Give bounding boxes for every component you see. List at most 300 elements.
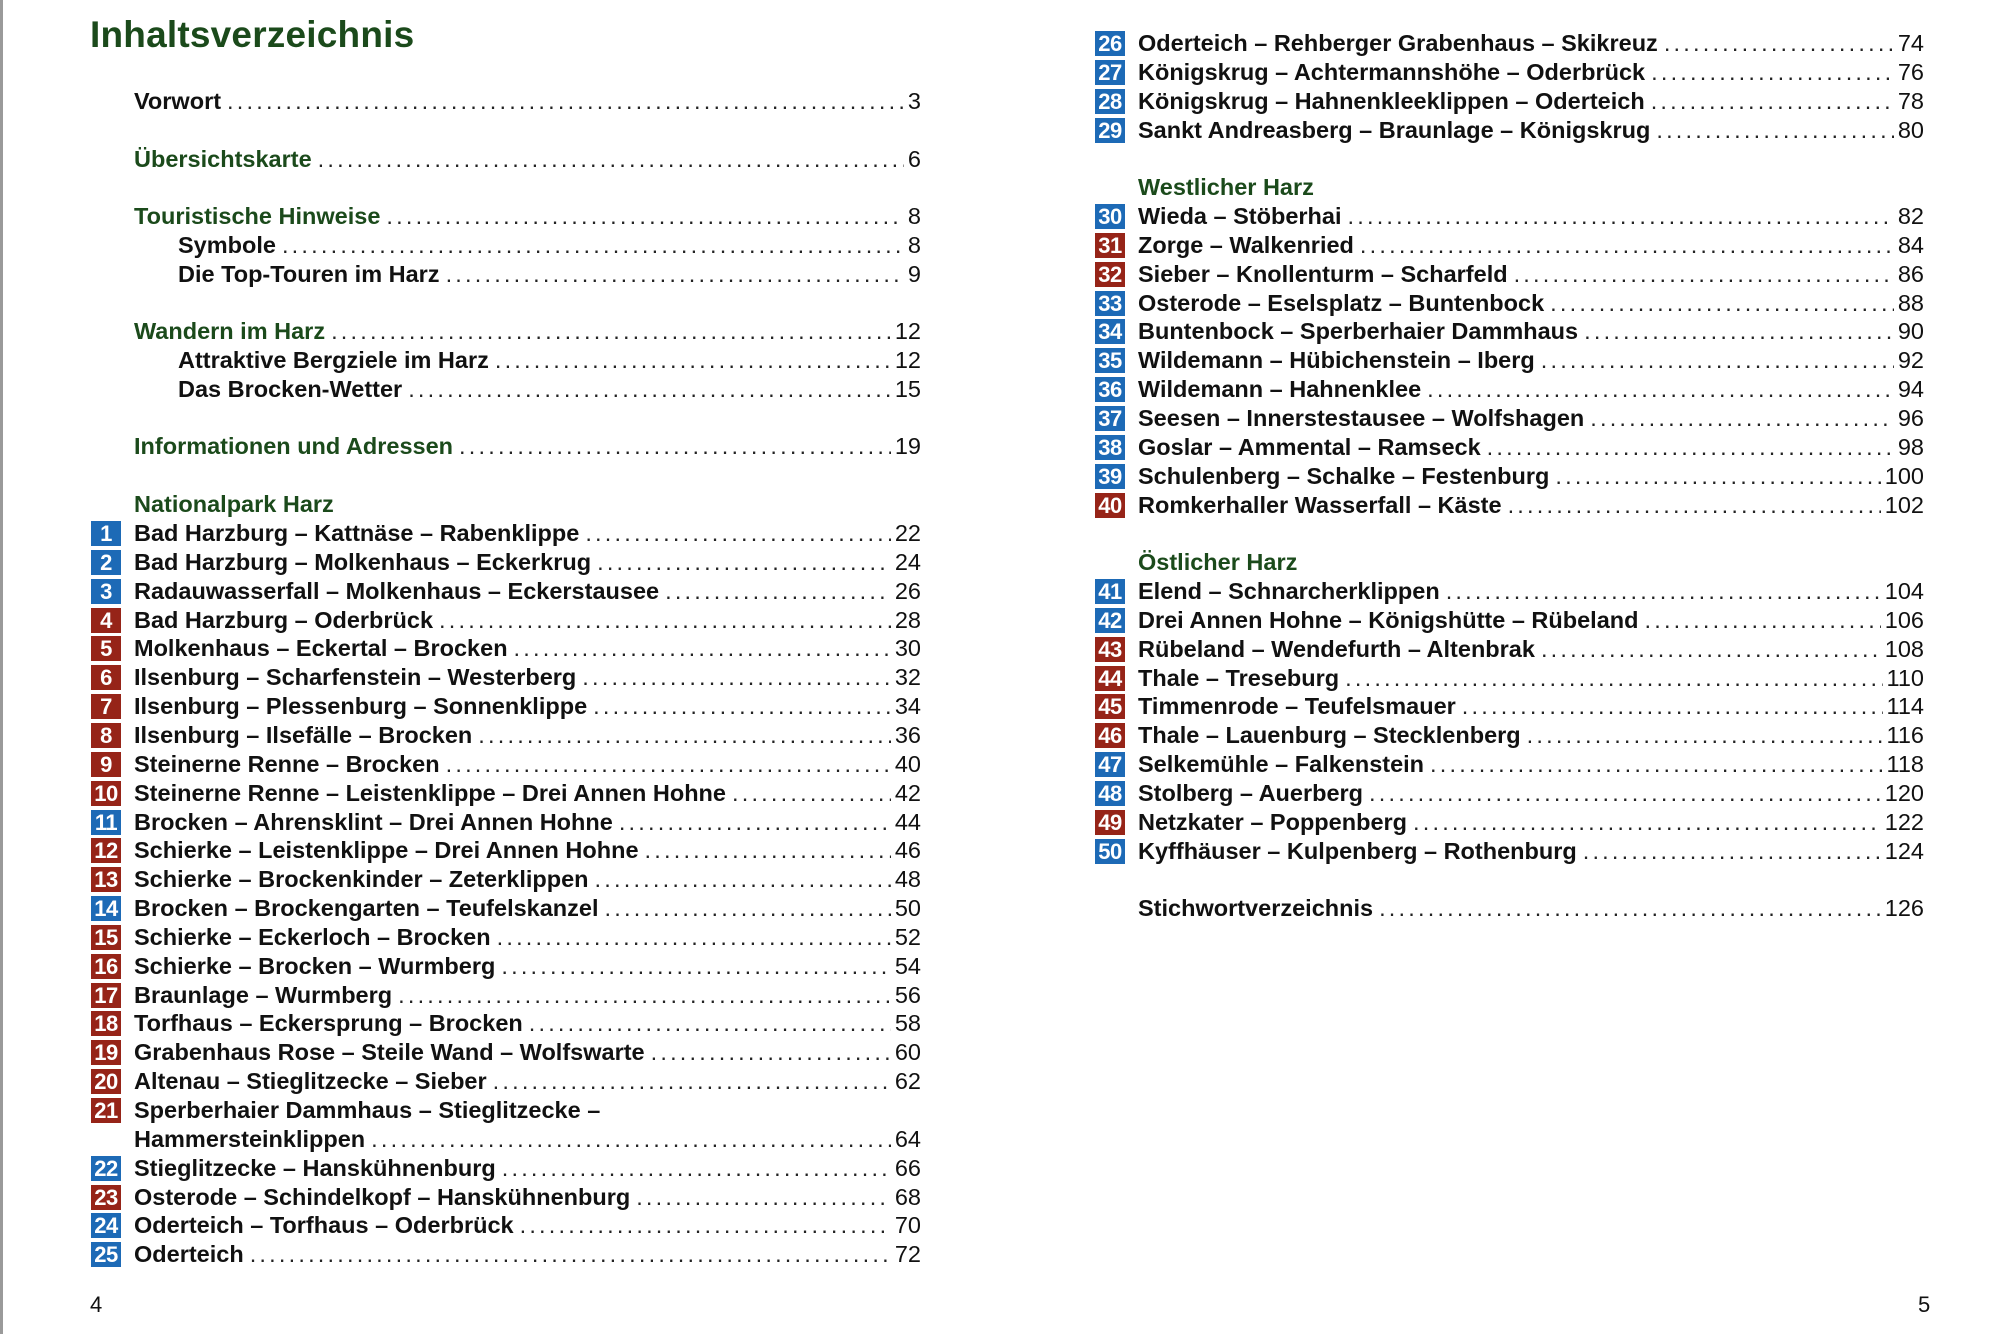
tour-number-badge: 27	[1095, 60, 1125, 85]
tour-entry-16[interactable]	[134, 952, 921, 981]
tour-number-badge: 42	[1095, 608, 1125, 633]
tour-number-badge: 34	[1095, 319, 1125, 344]
toc-page-number: 88	[1897, 290, 1924, 316]
dot-leader	[433, 606, 891, 635]
dot-leader	[1342, 202, 1894, 231]
tour-entry-30[interactable]	[1138, 202, 1924, 231]
dot-leader	[1373, 894, 1881, 923]
dot-leader	[1407, 808, 1881, 837]
toc-entry-7[interactable]	[178, 375, 921, 404]
tour-number-badge: 48	[1095, 781, 1125, 806]
tour-entry-44[interactable]	[1138, 664, 1924, 693]
tour-number-badge: 9	[91, 752, 121, 777]
tour-entry-20[interactable]	[134, 1067, 921, 1096]
tour-number-badge: 15	[91, 925, 121, 950]
tour-entry-9[interactable]	[134, 750, 921, 779]
dot-leader	[1521, 721, 1883, 750]
dot-leader	[579, 519, 891, 548]
tour-number-badge: 7	[91, 694, 121, 719]
toc-entry-label: Oderteich – Rehberger Grabenhaus – Skikreuz	[1138, 30, 1658, 56]
dot-leader	[1502, 491, 1881, 520]
tour-entry-21-continued[interactable]	[134, 1125, 921, 1154]
toc-entry-label: Wandern im Harz	[134, 318, 326, 344]
tour-entry-50[interactable]	[1138, 837, 1924, 866]
tour-number-badge: 44	[1095, 666, 1125, 691]
dot-leader	[276, 231, 904, 260]
tour-number-badge: 24	[91, 1213, 121, 1238]
toc-page-number: 122	[1884, 809, 1924, 835]
toc-entry-label: Radauwasserfall – Molkenhaus – Eckerstausee	[134, 578, 660, 604]
toc-page-number: 50	[894, 895, 921, 921]
tour-number-badge: 11	[91, 810, 121, 835]
toc-entry-label: Seesen – Innerstestausee – Wolfshagen	[1138, 405, 1585, 431]
tour-number-badge: 30	[1095, 204, 1125, 229]
tour-number-badge: 17	[91, 983, 121, 1008]
toc-page-number: 106	[1884, 607, 1924, 633]
dot-leader	[402, 375, 891, 404]
toc-page-number: 108	[1884, 636, 1924, 662]
dot-leader	[496, 1154, 891, 1183]
toc-page-number: 12	[894, 347, 921, 373]
toc-page-number: 34	[894, 693, 921, 719]
tour-entry-18[interactable]	[134, 1009, 921, 1038]
toc-entry-label: Zorge – Walkenried	[1138, 232, 1354, 258]
tour-number-badge: 8	[91, 723, 121, 748]
dot-leader	[1508, 260, 1894, 289]
tour-number-badge: 13	[91, 867, 121, 892]
toc-page-number: 80	[1897, 117, 1924, 143]
dot-leader	[1339, 664, 1882, 693]
toc-page-number: 82	[1897, 203, 1924, 229]
dot-leader	[613, 808, 891, 837]
dot-leader	[1584, 404, 1894, 433]
toc-entry-label: Molkenhaus – Eckertal – Brocken	[134, 635, 508, 661]
toc-page-number: 15	[894, 376, 921, 402]
toc-entry-label: Wieda – Stöberhai	[1138, 203, 1342, 229]
tour-entry-21[interactable]	[134, 1096, 921, 1125]
toc-entry-1[interactable]	[134, 145, 921, 174]
toc-entry-label: Königskrug – Hahnenkleeklippen – Oderteich	[1138, 88, 1645, 114]
tour-entry-49[interactable]	[1138, 808, 1924, 837]
toc-page-number: 8	[907, 232, 921, 258]
tour-entry-42[interactable]	[1138, 606, 1924, 635]
page-number-left: 4	[90, 1292, 103, 1317]
tour-number-badge: 41	[1095, 579, 1125, 604]
tour-entry-19[interactable]	[134, 1038, 921, 1067]
toc-entry-6[interactable]	[178, 346, 921, 375]
toc-entry-label: Schulenberg – Schalke – Festenburg	[1138, 463, 1550, 489]
toc-page-number: 12	[894, 318, 921, 344]
toc-page-number: 9	[907, 261, 921, 287]
toc-entry-label: Oderteich – Torfhaus – Oderbrück	[134, 1212, 514, 1238]
toc-page-number: 42	[894, 780, 921, 806]
toc-entry-label: Das Brocken-Wetter	[178, 376, 403, 402]
right-page	[1000, 0, 2001, 1334]
tour-number-badge: 45	[1095, 694, 1125, 719]
tour-entry-23[interactable]	[134, 1183, 921, 1212]
toc-page-number: 24	[894, 549, 921, 575]
toc-entry-label: Timmenrode – Teufelsmauer	[1138, 693, 1456, 719]
tour-entry-41[interactable]	[1138, 577, 1924, 606]
toc-page-number: 84	[1897, 232, 1924, 258]
toc-page-number: 96	[1897, 405, 1924, 431]
tour-entry-2[interactable]	[134, 548, 921, 577]
dot-leader	[1481, 433, 1894, 462]
toc-page-number: 68	[894, 1184, 921, 1210]
toc-entry-label: Sankt Andreasberg – Braunlage – Königskrug	[1138, 117, 1651, 143]
dot-leader	[599, 894, 891, 923]
dot-leader	[659, 577, 891, 606]
tour-entry-36[interactable]	[1138, 375, 1924, 404]
toc-page-number: 114	[1886, 693, 1924, 719]
toc-entry-label: Osterode – Schindelkopf – Hanskühnenburg	[134, 1184, 631, 1210]
toc-entry-label: Netzkater – Poppenberg	[1138, 809, 1408, 835]
toc-entry-label: Selkemühle – Falkenstein	[1138, 751, 1425, 777]
tour-number-badge: 14	[91, 896, 121, 921]
tour-entry-46[interactable]	[1138, 721, 1924, 750]
toc-page-number: 74	[1897, 30, 1924, 56]
toc-entry-label: Thale – Lauenburg – Stecklenberg	[1138, 722, 1521, 748]
tour-number-badge: 29	[1095, 118, 1125, 143]
tour-number-badge: 16	[91, 954, 121, 979]
tour-entry-1[interactable]	[134, 519, 921, 548]
dot-leader	[514, 1211, 891, 1240]
left-page	[0, 0, 1000, 1334]
dot-leader	[495, 952, 891, 981]
tour-entry-45[interactable]	[1138, 692, 1924, 721]
toc-page-number: 30	[894, 635, 921, 661]
toc-page-number: 98	[1897, 434, 1924, 460]
dot-leader	[1421, 375, 1894, 404]
dot-leader	[244, 1240, 891, 1269]
toc-page-number: 26	[894, 578, 921, 604]
tour-number-badge: 2	[91, 550, 121, 575]
toc-entry-label: Symbole	[178, 232, 276, 258]
toc-page-number: 86	[1897, 261, 1924, 287]
tour-entry-4[interactable]	[134, 606, 921, 635]
toc-entry-label: Brocken – Ahrensklint – Drei Annen Hohne	[134, 809, 613, 835]
section-heading: Nationalpark Harz	[134, 491, 334, 517]
toc-entry-5[interactable]	[134, 317, 921, 346]
tour-number-badge: 23	[91, 1185, 121, 1210]
toc-entry-label: Übersichtskarte	[134, 146, 312, 172]
toc-page-number: 52	[894, 924, 921, 950]
tour-number-badge: 35	[1095, 348, 1125, 373]
tour-entry-10[interactable]	[134, 779, 921, 808]
toc-page-number: 70	[894, 1212, 921, 1238]
tour-entry-29[interactable]	[1138, 116, 1924, 145]
toc-entry-label: Sieber – Knollenturm – Scharfeld	[1138, 261, 1508, 287]
dot-leader	[312, 145, 904, 174]
toc-entry-label: Ilsenburg – Ilsefälle – Brocken	[134, 722, 473, 748]
toc-entry-label: Bad Harzburg – Oderbrück	[134, 607, 434, 633]
tour-number-badge: 3	[91, 579, 121, 604]
dot-leader	[523, 1009, 891, 1038]
dot-leader	[1440, 577, 1881, 606]
toc-entry-label: Schierke – Brockenkinder – Zeterklippen	[134, 866, 589, 892]
tour-number-badge: 36	[1095, 377, 1125, 402]
dot-leader	[1650, 116, 1894, 145]
dot-leader	[1424, 750, 1882, 779]
toc-entry-label: Touristische Hinweise	[134, 203, 381, 229]
tour-entry-3[interactable]	[134, 577, 921, 606]
toc-page-number: 104	[1884, 578, 1924, 604]
page-number-right: 5	[1918, 1292, 1931, 1317]
toc-page-number: 46	[894, 837, 921, 863]
tour-number-badge: 21	[91, 1098, 121, 1123]
toc-entry-label: Torfhaus – Eckersprung – Brocken	[134, 1010, 523, 1036]
toc-entry-label: Romkerhaller Wasserfall – Käste	[1138, 492, 1502, 518]
toc-page-number: 100	[1884, 463, 1924, 489]
tour-entry-12[interactable]	[134, 836, 921, 865]
dot-leader	[221, 87, 904, 116]
toc-entry-0[interactable]	[134, 87, 921, 116]
dot-leader	[1639, 606, 1881, 635]
toc-page-number: 116	[1886, 722, 1924, 748]
toc-page-number: 124	[1884, 838, 1924, 864]
dot-leader	[589, 865, 891, 894]
dot-leader	[1645, 87, 1894, 116]
tour-number-badge: 40	[1095, 493, 1125, 518]
tour-entry-37[interactable]	[1138, 404, 1924, 433]
tour-entry-27[interactable]	[1138, 58, 1924, 87]
tour-entry-43[interactable]	[1138, 635, 1924, 664]
tour-number-badge: 1	[91, 521, 121, 546]
dot-leader	[587, 692, 891, 721]
toc-page-number: 6	[907, 146, 921, 172]
dot-leader	[392, 981, 891, 1010]
tour-number-badge: 33	[1095, 291, 1125, 316]
tour-number-badge: 43	[1095, 637, 1125, 662]
dot-leader	[1549, 462, 1880, 491]
tour-number-badge: 12	[91, 838, 121, 863]
tour-number-badge: 31	[1095, 233, 1125, 258]
toc-entry-label: Vorwort	[134, 88, 222, 114]
toc-page-number: 72	[894, 1241, 921, 1267]
toc-entry-index[interactable]	[1138, 894, 1924, 923]
section-heading: Östlicher Harz	[1138, 549, 1298, 575]
toc-entry-label: Grabenhaus Rose – Steile Wand – Wolfswarte	[134, 1039, 645, 1065]
toc-page-number: 110	[1886, 665, 1924, 691]
toc-page-number: 102	[1884, 492, 1924, 518]
toc-entry-label: Stieglitzecke – Hanskühnenburg	[134, 1155, 496, 1181]
tour-entry-32[interactable]	[1138, 260, 1924, 289]
tour-number-badge: 50	[1095, 839, 1125, 864]
dot-leader	[1544, 289, 1894, 318]
dot-leader	[453, 432, 891, 461]
tour-number-badge: 10	[91, 781, 121, 806]
toc-entry-label: Sperberhaier Dammhaus – Stieglitzecke –	[134, 1097, 601, 1123]
toc-page-number: 118	[1886, 751, 1924, 777]
tour-number-badge: 32	[1095, 262, 1125, 287]
tour-number-badge: 6	[91, 665, 121, 690]
dot-leader	[380, 202, 904, 231]
tour-number-badge: 25	[91, 1242, 121, 1267]
dot-leader	[576, 663, 891, 692]
dot-leader	[1363, 779, 1881, 808]
dot-leader	[491, 923, 891, 952]
tour-number-badge: 49	[1095, 810, 1125, 835]
toc-entry-label: Wildemann – Hübichenstein – Iberg	[1138, 347, 1535, 373]
dot-leader	[1577, 837, 1881, 866]
toc-entry-label: Wildemann – Hahnenklee	[1138, 376, 1422, 402]
dot-leader	[726, 779, 891, 808]
toc-page-number: 3	[907, 88, 921, 114]
toc-page-number: 22	[894, 520, 921, 546]
tour-number-badge: 39	[1095, 464, 1125, 489]
toc-entry-label: Attraktive Bergziele im Harz	[178, 347, 489, 373]
toc-entry-label: Bad Harzburg – Kattnäse – Rabenklippe	[134, 520, 580, 546]
tour-entry-34[interactable]	[1138, 317, 1924, 346]
toc-page-number: 64	[894, 1126, 921, 1152]
toc-entry-label: Brocken – Brockengarten – Teufelskanzel	[134, 895, 599, 921]
dot-leader	[440, 750, 891, 779]
tour-number-badge: 4	[91, 608, 121, 633]
toc-entry-4[interactable]	[178, 260, 921, 289]
toc-page-number: 92	[1897, 347, 1924, 373]
toc-page-number: 48	[894, 866, 921, 892]
toc-entry-label: Steinerne Renne – Brocken	[134, 751, 440, 777]
toc-page-number: 56	[894, 982, 921, 1008]
toc-entry-label: Rübeland – Wendefurth – Altenbrak	[1138, 636, 1535, 662]
dot-leader	[630, 1183, 891, 1212]
tour-entry-38[interactable]	[1138, 433, 1924, 462]
tour-entry-40[interactable]	[1138, 491, 1924, 520]
tour-entry-35[interactable]	[1138, 346, 1924, 375]
tour-entry-31[interactable]	[1138, 231, 1924, 260]
toc-entry-label: Thale – Treseburg	[1138, 665, 1340, 691]
tour-number-badge: 18	[91, 1011, 121, 1036]
toc-page-number: 126	[1884, 895, 1924, 921]
toc-page-number: 19	[894, 433, 921, 459]
tour-number-badge: 28	[1095, 89, 1125, 114]
toc-entry-label: Schierke – Brocken – Wurmberg	[134, 953, 496, 979]
toc-entry-label: Stolberg – Auerberg	[1138, 780, 1364, 806]
tour-entry-17[interactable]	[134, 981, 921, 1010]
tour-entry-26[interactable]	[1138, 29, 1924, 58]
tour-entry-39[interactable]	[1138, 462, 1924, 491]
tour-entry-13[interactable]	[134, 865, 921, 894]
toc-entry-label: Hammersteinklippen	[134, 1126, 366, 1152]
toc-page-number: 32	[894, 664, 921, 690]
tour-number-badge: 20	[91, 1069, 121, 1094]
toc-page-number: 120	[1884, 780, 1924, 806]
dot-leader	[325, 317, 891, 346]
dot-leader	[1354, 231, 1894, 260]
toc-entry-8[interactable]	[134, 432, 921, 461]
toc-page-number: 28	[894, 607, 921, 633]
toc-entry-label: Stichwortverzeichnis	[1138, 895, 1374, 921]
tour-entry-24[interactable]	[134, 1211, 921, 1240]
toc-entry-label: Die Top-Touren im Harz	[178, 261, 440, 287]
section-heading: Westlicher Harz	[1138, 174, 1314, 200]
dot-leader	[591, 548, 891, 577]
toc-entry-label: Schierke – Leistenklippe – Drei Annen Hohne	[134, 837, 639, 863]
tour-entry-22[interactable]	[134, 1154, 921, 1183]
dot-leader	[440, 260, 904, 289]
dot-leader	[639, 836, 891, 865]
toc-page-number: 40	[894, 751, 921, 777]
tour-entry-33[interactable]	[1138, 289, 1924, 318]
toc-entry-label: Altenau – Stieglitzecke – Sieber	[134, 1068, 487, 1094]
toc-page-number: 76	[1897, 59, 1924, 85]
toc-entry-label: Königskrug – Achtermannshöhe – Oderbrück	[1138, 59, 1646, 85]
tour-number-badge: 22	[91, 1156, 121, 1181]
tour-entry-11[interactable]	[134, 808, 921, 837]
tour-entry-6[interactable]	[134, 663, 921, 692]
toc-entry-label: Ilsenburg – Plessenburg – Sonnenklippe	[134, 693, 588, 719]
tour-number-badge: 5	[91, 636, 121, 661]
dot-leader	[1658, 29, 1894, 58]
toc-entry-label: Drei Annen Hohne – Königshütte – Rübeland	[1138, 607, 1639, 633]
toc-entry-3[interactable]	[178, 231, 921, 260]
tour-entry-5[interactable]	[134, 634, 921, 663]
tour-number-badge: 47	[1095, 752, 1125, 777]
dot-leader	[1535, 346, 1894, 375]
dot-leader	[1456, 692, 1883, 721]
tour-number-badge: 37	[1095, 406, 1125, 431]
tour-entry-7[interactable]	[134, 692, 921, 721]
dot-leader	[487, 1067, 891, 1096]
dot-leader	[472, 721, 891, 750]
toc-page-number: 78	[1897, 88, 1924, 114]
toc-entry-label: Goslar – Ammental – Ramseck	[1138, 434, 1481, 460]
toc-page-number: 8	[907, 203, 921, 229]
toc-entry-label: Oderteich	[134, 1241, 244, 1267]
toc-page-number: 60	[894, 1039, 921, 1065]
tour-entry-48[interactable]	[1138, 779, 1924, 808]
tour-number-badge: 26	[1095, 31, 1125, 56]
toc-entry-label: Bad Harzburg – Molkenhaus – Eckerkrug	[134, 549, 592, 575]
toc-entry-label: Schierke – Eckerloch – Brocken	[134, 924, 491, 950]
toc-page-number: 66	[894, 1155, 921, 1181]
tour-entry-15[interactable]	[134, 923, 921, 952]
tour-entry-25[interactable]	[134, 1240, 921, 1269]
tour-entry-14[interactable]	[134, 894, 921, 923]
dot-leader	[645, 1038, 891, 1067]
toc-page-number: 36	[894, 722, 921, 748]
toc-entry-label: Elend – Schnarcherklippen	[1138, 578, 1440, 604]
toc-entry-label: Informationen und Adressen	[134, 433, 454, 459]
toc-page-number: 44	[894, 809, 921, 835]
toc-page-number: 62	[894, 1068, 921, 1094]
toc-entry-label: Braunlage – Wurmberg	[134, 982, 393, 1008]
page-title: Inhaltsverzeichnis	[90, 14, 415, 55]
tour-entry-8[interactable]	[134, 721, 921, 750]
tour-number-badge: 38	[1095, 435, 1125, 460]
toc-entry-label: Buntenbock – Sperberhaier Dammhaus	[1138, 318, 1579, 344]
toc-entry-label: Osterode – Eselsplatz – Buntenbock	[1138, 290, 1545, 316]
toc-page-number: 54	[894, 953, 921, 979]
toc-page-number: 94	[1897, 376, 1924, 402]
tour-number-badge: 19	[91, 1040, 121, 1065]
toc-entry-2[interactable]	[134, 202, 921, 231]
toc-entry-label: Steinerne Renne – Leistenklippe – Drei Annen Hohne	[134, 780, 726, 806]
toc-page-number: 90	[1897, 318, 1924, 344]
dot-leader	[489, 346, 891, 375]
tour-entry-47[interactable]	[1138, 750, 1924, 779]
dot-leader	[365, 1125, 891, 1154]
dot-leader	[1578, 317, 1894, 346]
toc-entry-label: Kyffhäuser – Kulpenberg – Rothenburg	[1138, 838, 1577, 864]
tour-number-badge: 46	[1095, 723, 1125, 748]
dot-leader	[508, 634, 891, 663]
toc-page-number: 58	[894, 1010, 921, 1036]
dot-leader	[1645, 58, 1894, 87]
dot-leader	[1535, 635, 1881, 664]
tour-entry-28[interactable]	[1138, 87, 1924, 116]
toc-entry-label: Ilsenburg – Scharfenstein – Westerberg	[134, 664, 577, 690]
